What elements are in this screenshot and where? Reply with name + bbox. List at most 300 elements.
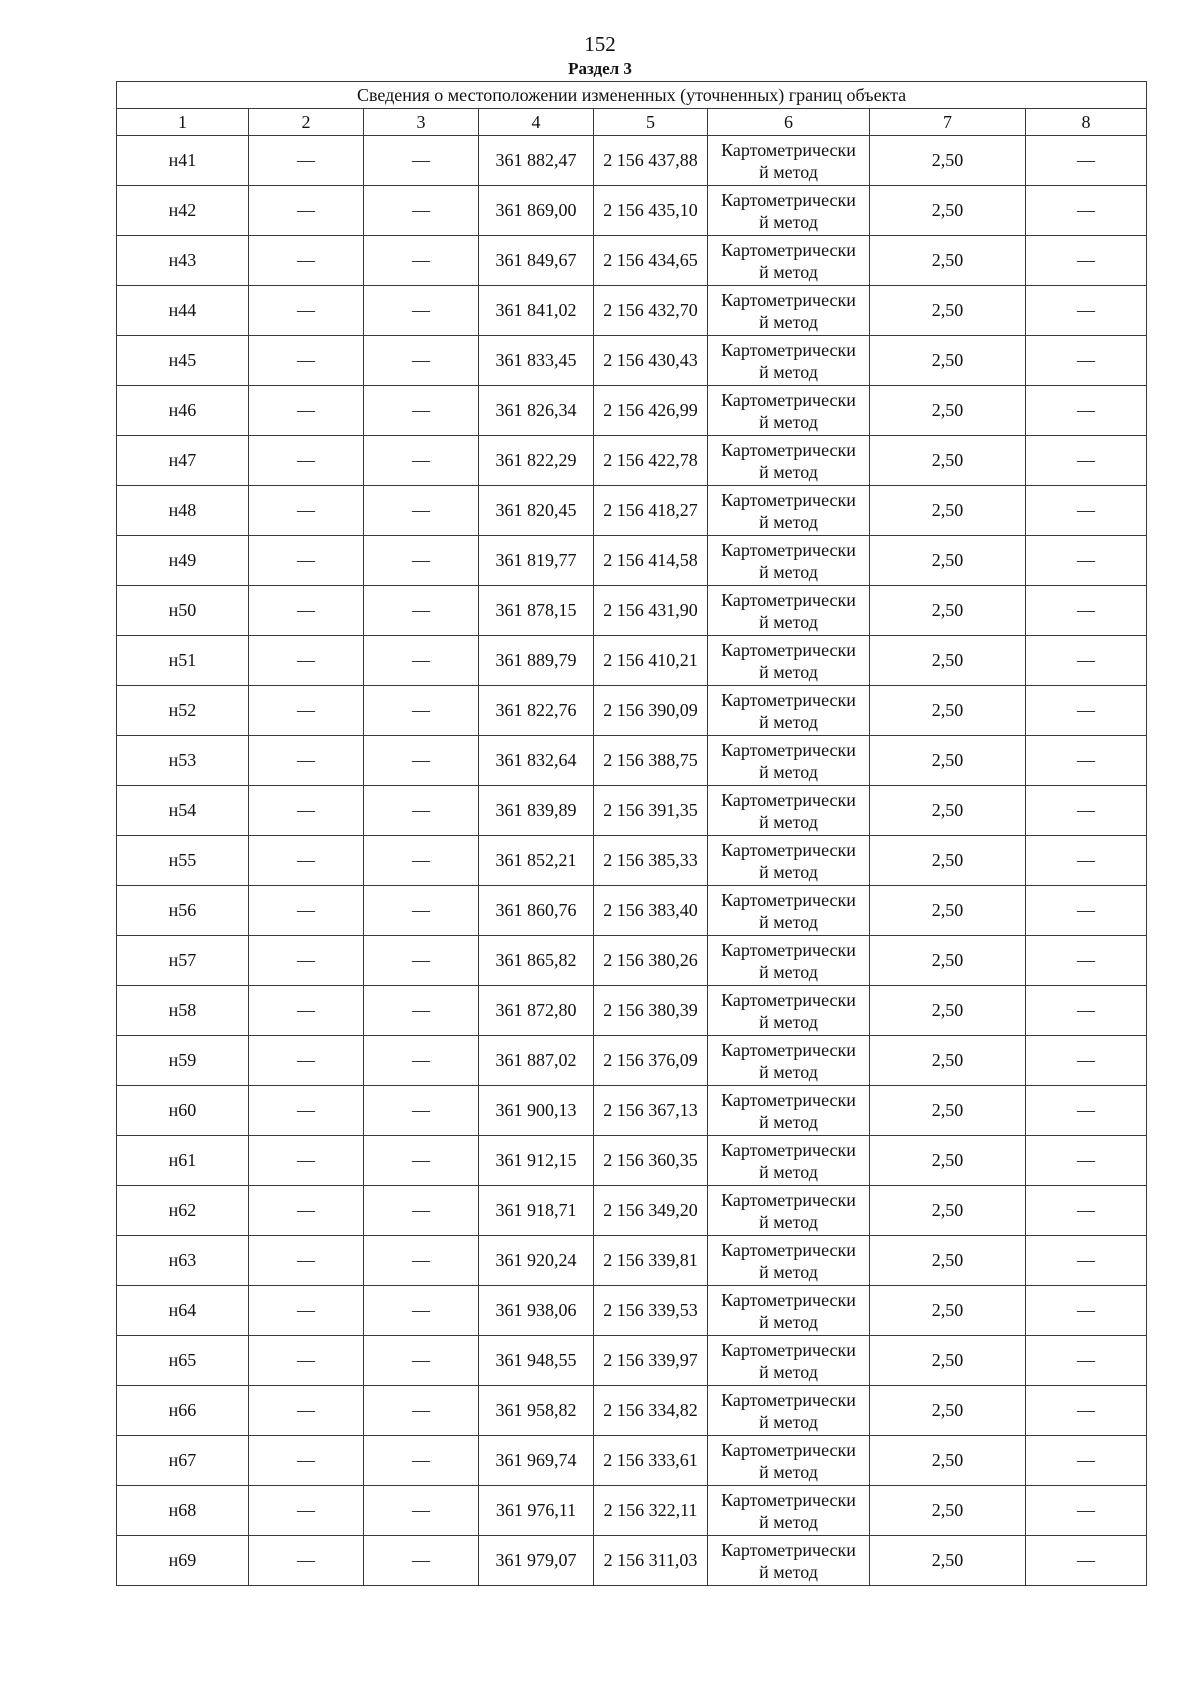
point-cell: н66	[117, 1386, 249, 1436]
method-text-line-2: й метод	[759, 961, 818, 982]
accuracy-cell: 2,50	[870, 236, 1026, 286]
method-text-line-1: Картометрически	[721, 1189, 856, 1210]
method-cell	[708, 1436, 870, 1486]
x-coordinate-cell: 361 833,45	[479, 336, 594, 386]
point-cell: н68	[117, 1486, 249, 1536]
method-cell	[708, 386, 870, 436]
method-text-line-2: й метод	[759, 1261, 818, 1282]
column-number: 5	[594, 109, 708, 136]
method-text-line-2: й метод	[759, 161, 818, 182]
y-coordinate-cell: 2 156 430,43	[594, 336, 708, 386]
method-text-line-2: й метод	[759, 711, 818, 732]
x-coordinate-cell: 361 969,74	[479, 1436, 594, 1486]
table-row	[117, 1286, 1147, 1336]
y-coordinate-cell: 2 156 418,27	[594, 486, 708, 536]
table-row	[117, 386, 1147, 436]
point-cell: н55	[117, 836, 249, 886]
column-8-cell: —	[1026, 1036, 1147, 1086]
method-cell	[708, 586, 870, 636]
method-text-line-1: Картометрически	[721, 739, 856, 760]
point-cell: н47	[117, 436, 249, 486]
column-2-cell: —	[249, 236, 364, 286]
accuracy-cell: 2,50	[870, 386, 1026, 436]
accuracy-cell: 2,50	[870, 1486, 1026, 1536]
column-3-cell: —	[364, 1336, 479, 1386]
column-8-cell: —	[1026, 136, 1147, 186]
x-coordinate-cell: 361 889,79	[479, 636, 594, 686]
y-coordinate-cell: 2 156 410,21	[594, 636, 708, 686]
method-text-line-1: Картометрически	[721, 1039, 856, 1060]
table-row	[117, 186, 1147, 236]
method-text-line-2: й метод	[759, 211, 818, 232]
column-8-cell: —	[1026, 586, 1147, 636]
table-row	[117, 1536, 1147, 1586]
method-text-line-2: й метод	[759, 661, 818, 682]
method-cell	[708, 1086, 870, 1136]
column-8-cell: —	[1026, 1136, 1147, 1186]
method-cell	[708, 436, 870, 486]
column-2-cell: —	[249, 586, 364, 636]
column-3-cell: —	[364, 1186, 479, 1236]
method-text-line-2: й метод	[759, 1511, 818, 1532]
table-row	[117, 486, 1147, 536]
point-cell: н57	[117, 936, 249, 986]
column-3-cell: —	[364, 1486, 479, 1536]
table-row	[117, 586, 1147, 636]
column-8-cell: —	[1026, 1186, 1147, 1236]
column-2-cell: —	[249, 1536, 364, 1586]
accuracy-cell: 2,50	[870, 336, 1026, 386]
column-8-cell: —	[1026, 886, 1147, 936]
x-coordinate-cell: 361 887,02	[479, 1036, 594, 1086]
y-coordinate-cell: 2 156 388,75	[594, 736, 708, 786]
method-cell	[708, 236, 870, 286]
accuracy-cell: 2,50	[870, 586, 1026, 636]
column-8-cell: —	[1026, 1486, 1147, 1536]
point-cell: н50	[117, 586, 249, 636]
method-text-line-1: Картометрически	[721, 439, 856, 460]
column-2-cell: —	[249, 886, 364, 936]
column-2-cell: —	[249, 1436, 364, 1486]
method-cell	[708, 1386, 870, 1436]
column-8-cell: —	[1026, 186, 1147, 236]
accuracy-cell: 2,50	[870, 1336, 1026, 1386]
point-cell: н69	[117, 1536, 249, 1586]
y-coordinate-cell: 2 156 339,97	[594, 1336, 708, 1386]
table-row	[117, 1236, 1147, 1286]
accuracy-cell: 2,50	[870, 1386, 1026, 1436]
column-2-cell: —	[249, 336, 364, 386]
accuracy-cell: 2,50	[870, 1236, 1026, 1286]
column-number-row	[117, 109, 1147, 136]
column-8-cell: —	[1026, 1536, 1147, 1586]
table-row	[117, 236, 1147, 286]
table-row	[117, 286, 1147, 336]
column-3-cell: —	[364, 336, 479, 386]
method-cell	[708, 336, 870, 386]
method-text-line-2: й метод	[759, 1011, 818, 1032]
method-text-line-2: й метод	[759, 761, 818, 782]
column-3-cell: —	[364, 1536, 479, 1586]
table-row	[117, 986, 1147, 1036]
y-coordinate-cell: 2 156 383,40	[594, 886, 708, 936]
column-number: 1	[117, 109, 249, 136]
y-coordinate-cell: 2 156 349,20	[594, 1186, 708, 1236]
accuracy-cell: 2,50	[870, 936, 1026, 986]
y-coordinate-cell: 2 156 390,09	[594, 686, 708, 736]
method-text-line-1: Картометрически	[721, 839, 856, 860]
accuracy-cell: 2,50	[870, 1036, 1026, 1086]
table-row	[117, 536, 1147, 586]
y-coordinate-cell: 2 156 339,81	[594, 1236, 708, 1286]
table-row	[117, 1336, 1147, 1386]
page-number: 152	[584, 32, 616, 56]
table-caption: Сведения о местоположении измененных (уточненных) границ объекта	[117, 82, 1147, 109]
column-2-cell: —	[249, 386, 364, 436]
x-coordinate-cell: 361 938,06	[479, 1286, 594, 1336]
y-coordinate-cell: 2 156 380,39	[594, 986, 708, 1036]
method-cell	[708, 136, 870, 186]
accuracy-cell: 2,50	[870, 636, 1026, 686]
point-cell: н60	[117, 1086, 249, 1136]
method-text-line-1: Картометрически	[721, 1289, 856, 1310]
table-row	[117, 936, 1147, 986]
x-coordinate-cell: 361 865,82	[479, 936, 594, 986]
table-row	[117, 1136, 1147, 1186]
method-cell	[708, 1336, 870, 1386]
y-coordinate-cell: 2 156 422,78	[594, 436, 708, 486]
column-2-cell: —	[249, 1386, 364, 1436]
accuracy-cell: 2,50	[870, 286, 1026, 336]
accuracy-cell: 2,50	[870, 1086, 1026, 1136]
point-cell: н61	[117, 1136, 249, 1186]
method-cell	[708, 286, 870, 336]
method-text-line-2: й метод	[759, 861, 818, 882]
column-2-cell: —	[249, 136, 364, 186]
column-8-cell: —	[1026, 386, 1147, 436]
column-3-cell: —	[364, 236, 479, 286]
y-coordinate-cell: 2 156 426,99	[594, 386, 708, 436]
y-coordinate-cell: 2 156 437,88	[594, 136, 708, 186]
point-cell: н56	[117, 886, 249, 936]
accuracy-cell: 2,50	[870, 1536, 1026, 1586]
column-8-cell: —	[1026, 1386, 1147, 1436]
column-number: 4	[479, 109, 594, 136]
method-text-line-1: Картометрически	[721, 989, 856, 1010]
column-8-cell: —	[1026, 1086, 1147, 1136]
point-cell: н44	[117, 286, 249, 336]
y-coordinate-cell: 2 156 339,53	[594, 1286, 708, 1336]
accuracy-cell: 2,50	[870, 186, 1026, 236]
point-cell: н45	[117, 336, 249, 386]
y-coordinate-cell: 2 156 435,10	[594, 186, 708, 236]
y-coordinate-cell: 2 156 434,65	[594, 236, 708, 286]
y-coordinate-cell: 2 156 414,58	[594, 536, 708, 586]
column-2-cell: —	[249, 1086, 364, 1136]
coordinates-table	[116, 81, 1147, 1586]
column-2-cell: —	[249, 1236, 364, 1286]
accuracy-cell: 2,50	[870, 686, 1026, 736]
y-coordinate-cell: 2 156 431,90	[594, 586, 708, 636]
column-3-cell: —	[364, 536, 479, 586]
column-2-cell: —	[249, 736, 364, 786]
column-3-cell: —	[364, 686, 479, 736]
column-8-cell: —	[1026, 736, 1147, 786]
x-coordinate-cell: 361 852,21	[479, 836, 594, 886]
method-cell	[708, 1536, 870, 1586]
method-text-line-2: й метод	[759, 561, 818, 582]
y-coordinate-cell: 2 156 391,35	[594, 786, 708, 836]
method-cell	[708, 986, 870, 1036]
method-text-line-2: й метод	[759, 311, 818, 332]
x-coordinate-cell: 361 882,47	[479, 136, 594, 186]
method-cell	[708, 1136, 870, 1186]
column-3-cell: —	[364, 836, 479, 886]
method-text-line-1: Картометрически	[721, 639, 856, 660]
method-cell	[708, 886, 870, 936]
method-text-line-1: Картометрически	[721, 489, 856, 510]
accuracy-cell: 2,50	[870, 136, 1026, 186]
table-row	[117, 1186, 1147, 1236]
column-3-cell: —	[364, 1086, 479, 1136]
point-cell: н41	[117, 136, 249, 186]
method-text-line-2: й метод	[759, 461, 818, 482]
point-cell: н64	[117, 1286, 249, 1336]
table-row	[117, 136, 1147, 186]
column-8-cell: —	[1026, 1336, 1147, 1386]
column-3-cell: —	[364, 1136, 479, 1186]
accuracy-cell: 2,50	[870, 1286, 1026, 1336]
table-row	[117, 836, 1147, 886]
point-cell: н52	[117, 686, 249, 736]
x-coordinate-cell: 361 860,76	[479, 886, 594, 936]
column-number: 6	[708, 109, 870, 136]
method-text-line-2: й метод	[759, 1561, 818, 1582]
method-text-line-2: й метод	[759, 1361, 818, 1382]
column-2-cell: —	[249, 1336, 364, 1386]
method-cell	[708, 836, 870, 886]
column-3-cell: —	[364, 986, 479, 1036]
x-coordinate-cell: 361 976,11	[479, 1486, 594, 1536]
column-number: 3	[364, 109, 479, 136]
method-text-line-1: Картометрически	[721, 1089, 856, 1110]
y-coordinate-cell: 2 156 333,61	[594, 1436, 708, 1486]
method-text-line-2: й метод	[759, 511, 818, 532]
x-coordinate-cell: 361 958,82	[479, 1386, 594, 1436]
method-text-line-2: й метод	[759, 1161, 818, 1182]
column-number: 2	[249, 109, 364, 136]
column-2-cell: —	[249, 1136, 364, 1186]
column-2-cell: —	[249, 936, 364, 986]
section-title: Раздел 3	[568, 59, 632, 78]
column-8-cell: —	[1026, 1286, 1147, 1336]
column-3-cell: —	[364, 436, 479, 486]
table-row	[117, 1036, 1147, 1086]
accuracy-cell: 2,50	[870, 1136, 1026, 1186]
method-text-line-2: й метод	[759, 411, 818, 432]
x-coordinate-cell: 361 820,45	[479, 486, 594, 536]
column-3-cell: —	[364, 186, 479, 236]
column-2-cell: —	[249, 1486, 364, 1536]
column-3-cell: —	[364, 886, 479, 936]
y-coordinate-cell: 2 156 360,35	[594, 1136, 708, 1186]
column-8-cell: —	[1026, 636, 1147, 686]
column-8-cell: —	[1026, 336, 1147, 386]
column-number: 7	[870, 109, 1026, 136]
method-text-line-1: Картометрически	[721, 1539, 856, 1560]
column-8-cell: —	[1026, 236, 1147, 286]
column-3-cell: —	[364, 636, 479, 686]
method-text-line-1: Картометрически	[721, 539, 856, 560]
column-8-cell: —	[1026, 486, 1147, 536]
column-2-cell: —	[249, 1186, 364, 1236]
method-text-line-2: й метод	[759, 1411, 818, 1432]
column-3-cell: —	[364, 136, 479, 186]
column-2-cell: —	[249, 436, 364, 486]
point-cell: н42	[117, 186, 249, 236]
x-coordinate-cell: 361 912,15	[479, 1136, 594, 1186]
table-row	[117, 436, 1147, 486]
y-coordinate-cell: 2 156 367,13	[594, 1086, 708, 1136]
accuracy-cell: 2,50	[870, 1186, 1026, 1236]
column-3-cell: —	[364, 736, 479, 786]
point-cell: н54	[117, 786, 249, 836]
method-text-line-1: Картометрически	[721, 1489, 856, 1510]
method-text-line-2: й метод	[759, 1461, 818, 1482]
point-cell: н59	[117, 1036, 249, 1086]
point-cell: н43	[117, 236, 249, 286]
y-coordinate-cell: 2 156 322,11	[594, 1486, 708, 1536]
column-3-cell: —	[364, 1036, 479, 1086]
column-2-cell: —	[249, 986, 364, 1036]
column-8-cell: —	[1026, 1236, 1147, 1286]
method-cell	[708, 736, 870, 786]
accuracy-cell: 2,50	[870, 486, 1026, 536]
x-coordinate-cell: 361 920,24	[479, 1236, 594, 1286]
point-cell: н58	[117, 986, 249, 1036]
method-text-line-2: й метод	[759, 1211, 818, 1232]
method-text-line-1: Картометрически	[721, 389, 856, 410]
method-cell	[708, 636, 870, 686]
column-8-cell: —	[1026, 1436, 1147, 1486]
accuracy-cell: 2,50	[870, 536, 1026, 586]
method-text-line-1: Картометрически	[721, 1339, 856, 1360]
method-text-line-2: й метод	[759, 361, 818, 382]
x-coordinate-cell: 361 948,55	[479, 1336, 594, 1386]
column-2-cell: —	[249, 486, 364, 536]
column-8-cell: —	[1026, 936, 1147, 986]
y-coordinate-cell: 2 156 376,09	[594, 1036, 708, 1086]
y-coordinate-cell: 2 156 380,26	[594, 936, 708, 986]
table-row	[117, 686, 1147, 736]
method-text-line-2: й метод	[759, 1061, 818, 1082]
method-text-line-1: Картометрически	[721, 589, 856, 610]
column-3-cell: —	[364, 586, 479, 636]
x-coordinate-cell: 361 872,80	[479, 986, 594, 1036]
method-cell	[708, 1486, 870, 1536]
accuracy-cell: 2,50	[870, 836, 1026, 886]
method-text-line-1: Картометрически	[721, 689, 856, 710]
column-3-cell: —	[364, 1286, 479, 1336]
accuracy-cell: 2,50	[870, 1436, 1026, 1486]
y-coordinate-cell: 2 156 432,70	[594, 286, 708, 336]
method-cell	[708, 486, 870, 536]
method-text-line-1: Картометрически	[721, 939, 856, 960]
column-3-cell: —	[364, 1436, 479, 1486]
table-row	[117, 636, 1147, 686]
column-8-cell: —	[1026, 536, 1147, 586]
x-coordinate-cell: 361 849,67	[479, 236, 594, 286]
method-text-line-1: Картометрически	[721, 239, 856, 260]
method-text-line-2: й метод	[759, 1111, 818, 1132]
x-coordinate-cell: 361 869,00	[479, 186, 594, 236]
column-2-cell: —	[249, 636, 364, 686]
accuracy-cell: 2,50	[870, 986, 1026, 1036]
method-text-line-1: Картометрически	[721, 189, 856, 210]
point-cell: н48	[117, 486, 249, 536]
table-row	[117, 1386, 1147, 1436]
method-text-line-2: й метод	[759, 911, 818, 932]
column-2-cell: —	[249, 1036, 364, 1086]
method-cell	[708, 536, 870, 586]
method-text-line-1: Картометрически	[721, 139, 856, 160]
point-cell: н65	[117, 1336, 249, 1386]
column-3-cell: —	[364, 1236, 479, 1286]
table-row	[117, 736, 1147, 786]
method-cell	[708, 1236, 870, 1286]
method-text-line-1: Картометрически	[721, 1139, 856, 1160]
method-text-line-1: Картометрически	[721, 339, 856, 360]
y-coordinate-cell: 2 156 385,33	[594, 836, 708, 886]
table-row	[117, 786, 1147, 836]
x-coordinate-cell: 361 878,15	[479, 586, 594, 636]
x-coordinate-cell: 361 822,76	[479, 686, 594, 736]
method-text-line-2: й метод	[759, 611, 818, 632]
accuracy-cell: 2,50	[870, 736, 1026, 786]
y-coordinate-cell: 2 156 334,82	[594, 1386, 708, 1436]
method-text-line-2: й метод	[759, 261, 818, 282]
column-2-cell: —	[249, 286, 364, 336]
method-text-line-1: Картометрически	[721, 789, 856, 810]
x-coordinate-cell: 361 900,13	[479, 1086, 594, 1136]
column-8-cell: —	[1026, 436, 1147, 486]
point-cell: н46	[117, 386, 249, 436]
method-cell	[708, 1186, 870, 1236]
column-8-cell: —	[1026, 836, 1147, 886]
method-cell	[708, 186, 870, 236]
table-row	[117, 1486, 1147, 1536]
accuracy-cell: 2,50	[870, 436, 1026, 486]
x-coordinate-cell: 361 826,34	[479, 386, 594, 436]
column-8-cell: —	[1026, 686, 1147, 736]
point-cell: н51	[117, 636, 249, 686]
table-row	[117, 886, 1147, 936]
column-2-cell: —	[249, 186, 364, 236]
table-row	[117, 1436, 1147, 1486]
column-2-cell: —	[249, 836, 364, 886]
method-cell	[708, 786, 870, 836]
x-coordinate-cell: 361 832,64	[479, 736, 594, 786]
table-body	[117, 136, 1147, 1586]
x-coordinate-cell: 361 839,89	[479, 786, 594, 836]
method-text-line-1: Картометрически	[721, 289, 856, 310]
column-8-cell: —	[1026, 786, 1147, 836]
point-cell: н67	[117, 1436, 249, 1486]
column-2-cell: —	[249, 536, 364, 586]
column-8-cell: —	[1026, 286, 1147, 336]
column-number: 8	[1026, 109, 1147, 136]
point-cell: н62	[117, 1186, 249, 1236]
